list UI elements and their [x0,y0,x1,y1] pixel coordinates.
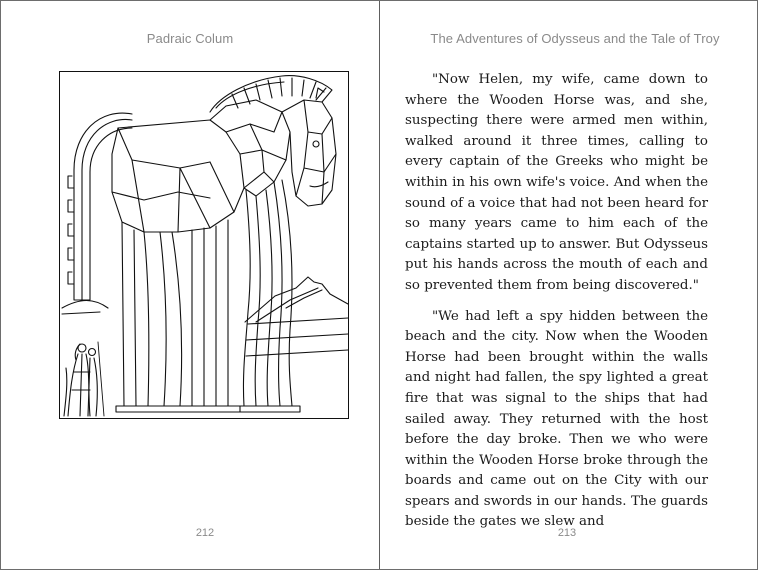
horse-front-leg [243,190,250,406]
wooden-horse-drawing [60,72,349,419]
body-text [405,70,708,543]
left-running-head: Padraic Colum [146,31,234,46]
horse-neck [210,100,290,196]
left-page-number: 212 [195,527,215,539]
horse-hind-leg [122,222,124,406]
paragraph: "We had left a spy hidden between the beach and the city. Now when the Wooden Horse had been brought within the walls and night had fallen, the spy lighted a great fire that was signal to the ships that had sailed away. They returned with the host before the day broke. Then we who were within the Wooden Horse broke through the boards and came out on the City with our spears and swords in our hands. The guards beside the gates we slew and [405,308,708,530]
left-page[interactable] [1,1,379,569]
horizon-line [248,318,348,324]
right-running-head: The Adventures of Odysseus and the Tale of Troy [430,31,720,46]
paragraph: "Now Helen, my wife, came down to where the Wooden Horse was, and she, suspecting there were armed men within, walked around it three times, calling to every captain of the Greeks who might be within in his own wife's voice. And when the sound of a voice that had not been heard for so many years came to him each of the captains started up to answer. But Odysseus put his hands across the mouth of each and so prevented them from being discovered." [405,72,708,293]
horse-head [282,100,336,206]
warrior-figures [75,344,80,360]
horse-plinth [116,406,240,412]
right-page[interactable] [380,1,758,569]
horse-eye [313,141,319,147]
right-page-number: 213 [557,527,577,539]
wooden-horse-illustration [59,71,349,419]
